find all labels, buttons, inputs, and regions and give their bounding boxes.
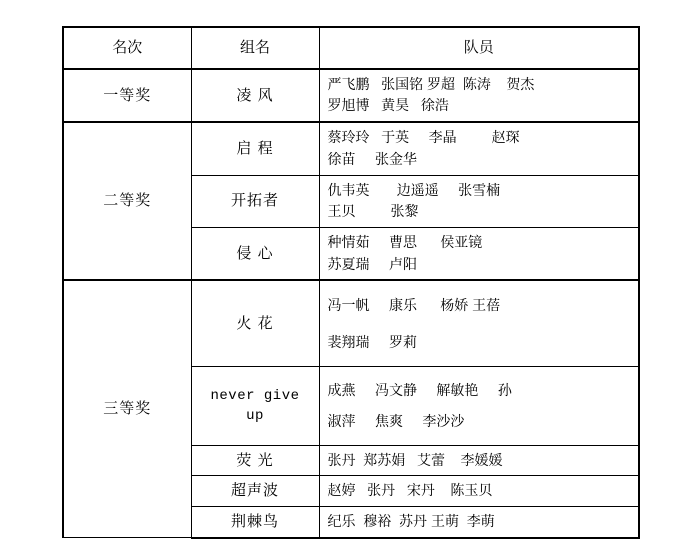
members-lines — [320, 476, 639, 506]
members-lines — [320, 70, 639, 121]
group-label: 开拓者 — [230, 192, 279, 210]
header-label-rank: 名次 — [112, 39, 143, 56]
group-label: 凌 风 — [236, 86, 274, 104]
member-line: 种情茹 曹思 侯亚镜 — [327, 233, 483, 250]
members-cell — [319, 227, 639, 280]
group-cell — [191, 476, 319, 507]
award-table — [62, 26, 640, 539]
members-cell — [319, 507, 639, 538]
table-row — [63, 280, 639, 366]
members-lines — [320, 507, 639, 537]
member-line: 徐苗 张金华 — [327, 150, 417, 167]
members-lines — [320, 367, 639, 445]
table-row — [63, 69, 639, 122]
group-label: 火 花 — [236, 314, 274, 332]
members-lines — [320, 176, 639, 227]
member-line: 苏夏瑞 卢阳 — [327, 255, 417, 272]
members-lines — [320, 123, 639, 174]
members-cell — [319, 122, 639, 175]
rank-label: 二等奖 — [103, 192, 152, 210]
group-label: 侵 心 — [236, 244, 274, 262]
rank-label: 一等奖 — [103, 86, 152, 104]
group-cell — [191, 227, 319, 280]
member-line: 淑萍 焦爽 李沙沙 — [327, 412, 465, 429]
member-line: 赵婷 张丹 宋丹 陈玉贝 — [327, 482, 493, 499]
rank-cell — [63, 122, 191, 280]
members-cell — [319, 280, 639, 366]
members-cell — [319, 367, 639, 446]
rank-label: 三等奖 — [103, 400, 152, 418]
members-cell — [319, 445, 639, 476]
member-line: 纪乐 穆裕 苏丹 王萌 李萌 — [327, 513, 495, 530]
members-lines — [320, 446, 639, 476]
group-cell — [191, 507, 319, 538]
group-label: 启 程 — [236, 139, 274, 157]
members-cell — [319, 476, 639, 507]
member-line: 成燕 冯文静 解敏艳 孙 — [327, 382, 512, 399]
group-cell — [191, 69, 319, 122]
header-label-members: 队员 — [463, 39, 494, 56]
group-label: 超声波 — [230, 482, 279, 500]
group-label: never give up — [210, 387, 300, 424]
member-line: 仇韦英 边遥遥 张雪楠 — [327, 181, 501, 198]
rank-cell — [63, 280, 191, 538]
member-line: 冯一帆 康乐 杨娇 王蓓 — [327, 297, 501, 314]
group-cell — [191, 175, 319, 227]
table-header-row — [63, 27, 639, 69]
group-cell — [191, 445, 319, 476]
members-lines — [320, 228, 639, 279]
header-cell-group — [191, 27, 319, 69]
header-label-group: 组名 — [239, 39, 270, 56]
header-cell-members — [319, 27, 639, 69]
group-cell — [191, 280, 319, 366]
group-label: 荆棘鸟 — [230, 513, 279, 531]
members-cell — [319, 69, 639, 122]
members-lines — [320, 281, 639, 366]
group-cell — [191, 122, 319, 175]
rank-cell — [63, 69, 191, 122]
member-line: 裴翔瑞 罗莉 — [327, 333, 417, 350]
member-line: 严飞鹏 张国铭 罗超 陈涛 贺杰 — [327, 75, 535, 92]
member-line: 王贝 张黎 — [327, 203, 419, 220]
members-cell — [319, 175, 639, 227]
group-cell — [191, 367, 319, 446]
table-row — [63, 122, 639, 175]
member-line: 张丹 郑苏娟 艾蕾 李媛媛 — [327, 451, 503, 468]
header-cell-rank — [63, 27, 191, 69]
member-line: 蔡玲玲 于英 李晶 赵琛 — [327, 129, 520, 146]
group-label: 荧 光 — [236, 451, 274, 469]
member-line: 罗旭博 黄昊 徐浩 — [327, 97, 449, 114]
